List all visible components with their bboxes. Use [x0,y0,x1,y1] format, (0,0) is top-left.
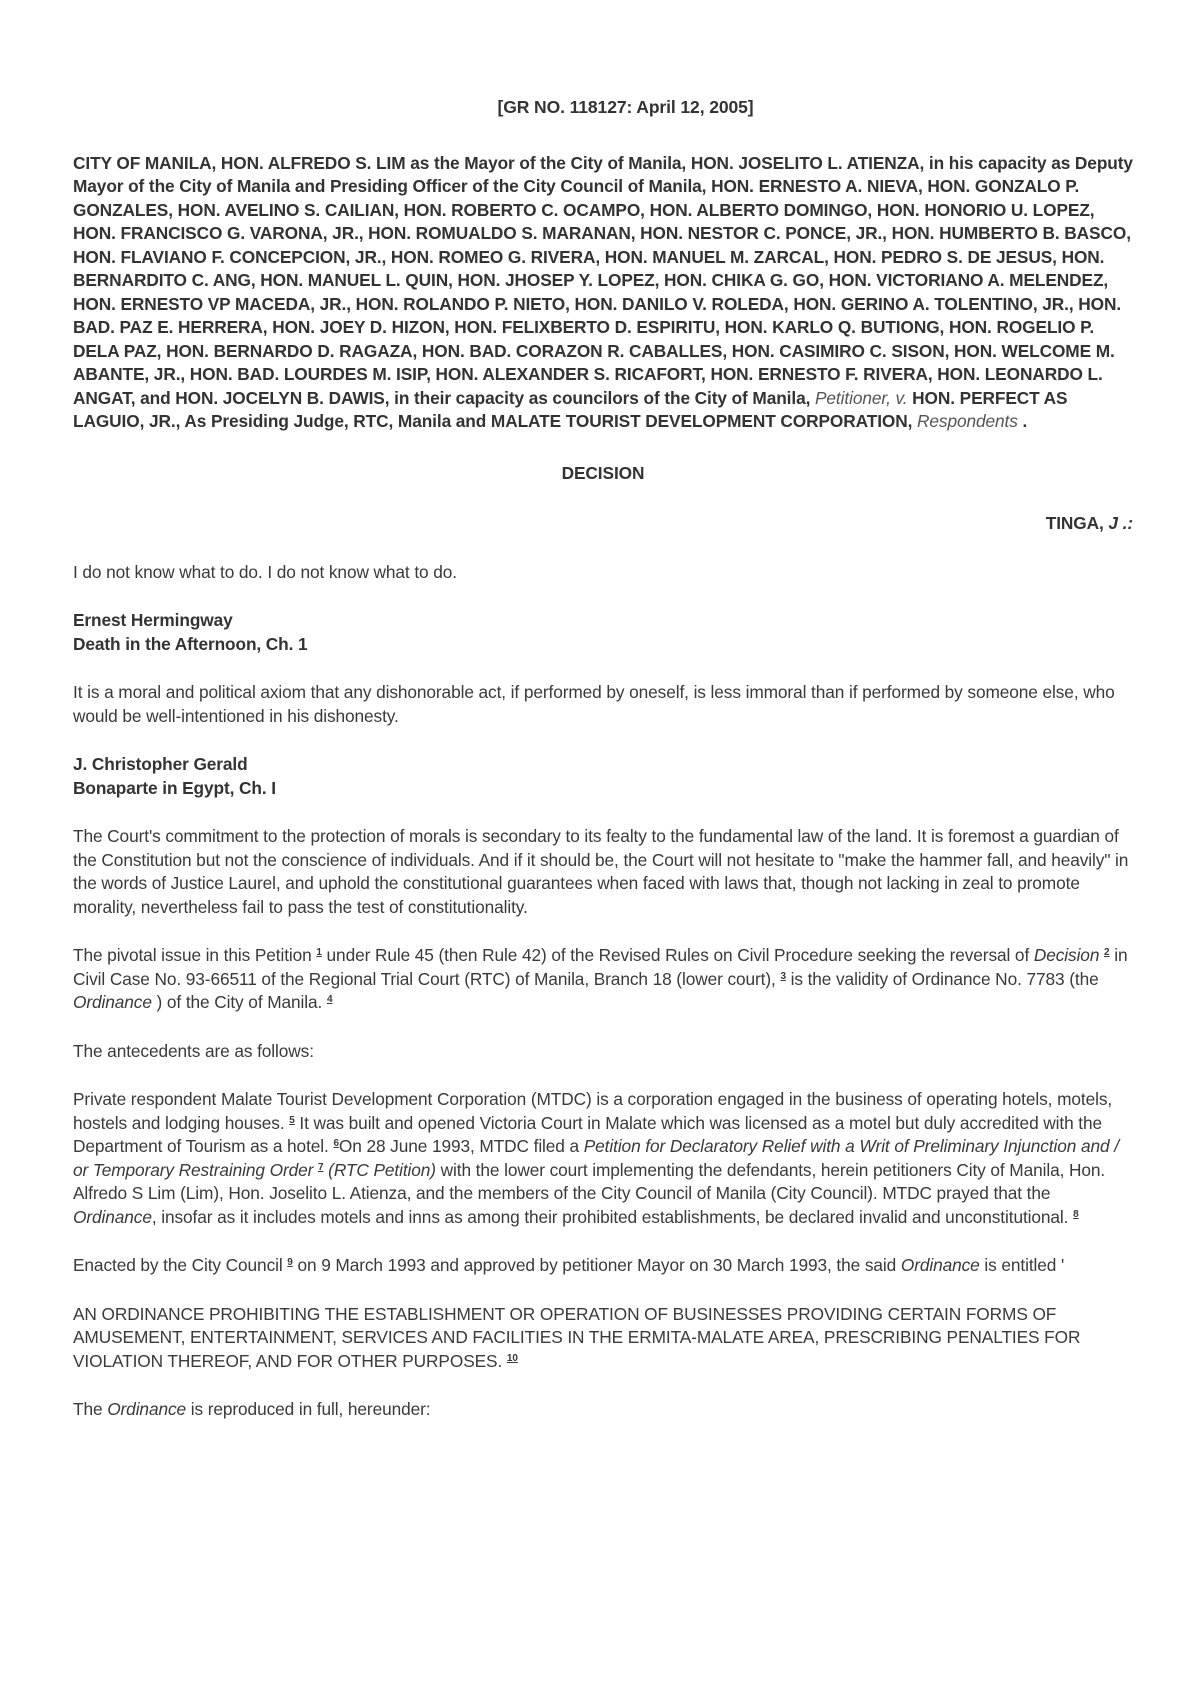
p5-text-c: is entitled ' [979,1255,1065,1275]
paragraph-7 [73,1398,1133,1422]
footnote-link-3[interactable]: 3 [780,970,786,982]
epigraph-2-source: Bonaparte in Egypt, Ch. I [73,777,276,798]
p4-rtc-petition-italic: (RTC Petition) [323,1159,436,1180]
footnote-link-2[interactable]: 2 [1104,947,1110,958]
p4-text-e: , insofar as it includes motels and inns as among their prohibited establishments, be declared invalid and unconstitutional. [151,1206,1074,1227]
p2-text-e: ) of the City of Manila. [151,992,327,1012]
decision-heading: DECISION [561,462,645,483]
p5-text-b: on 9 March 1993 and approved by petitioner Mayor on 30 March 1993, the said [292,1255,901,1275]
p4-text-d: with the lower court implementing the defendants, herein petitioners City of Manila, Hon. Alfredo S Lim (Lim), Hon. Joselito L. Atienza, and the members of the City Council of Manila (City Council). MTDC prayed that the [73,1159,1106,1203]
footnote-link-4[interactable]: 4 [326,994,333,1005]
respondents-label: Respondents [917,411,1018,431]
p4-text-c: On 28 June 1993, MTDC filed a [338,1136,584,1156]
epigraph-2-attribution [73,753,1133,800]
p2-ordinance-italic: Ordinance [73,992,152,1012]
ponente-name: TINGA, [1045,513,1109,533]
p4-text-b: It was built and opened Victoria Court in Malate which was licensed as a motel but duly accredited with the Department of Tourism as a hotel. [73,1112,1103,1156]
paragraph-5 [73,1254,1133,1278]
footnote-link-1[interactable]: 1 [316,947,322,958]
ponente-title: J .: [1108,513,1133,533]
paragraph-3: The antecedents are as follows: [73,1040,314,1061]
petitioner-label: Petitioner [815,387,887,408]
p2-text-b: under Rule 45 (then Rule 42) of the Revised Rules on Civil Procedure seeking the reversal of [321,945,1034,965]
case-number-title: [GR NO. 118127: April 12, 2005] [497,97,754,117]
p5-ordinance-italic: Ordinance [900,1255,980,1275]
document-page [73,96,1133,1422]
epigraph-1-author: Ernest Hermingway [73,610,233,630]
paragraph-2 [73,944,1133,1015]
p2-text-d: is the validity of Ordinance No. 7783 (the [785,968,1099,989]
footnote-link-7[interactable]: 7 [318,1161,324,1173]
p4-ordinance-italic: Ordinance [73,1206,152,1227]
p2-text-c: in Civil Case No. 93-66511 of the Regional Trial Court (RTC) of Manila, Branch 18 (lower court), [73,945,1128,989]
paragraph-6-ordinance-title [73,1303,1133,1374]
ponente [73,512,1133,536]
p7-text-a: The [73,1399,108,1419]
p4-petition-italic: Petition for Declaratory Relief with a Writ of Preliminary Injunction and / or Temporary Restraining Order [73,1136,1119,1180]
p6-text-a: AN ORDINANCE PROHIBITING THE ESTABLISHMENT OR OPERATION OF BUSINESSES PROVIDING CERTAIN FORMS OF AMUSEMENT, ENTERTAINMENT, SERVICES AND FACILITIES IN THE ERMITA-MALATE AREA, PRESCRIBING PENALTIES FOR VIOLATION THEREOF, AND FOR OTHER PURPOSES. [73,1303,1081,1371]
footnote-link-10[interactable]: 10 [506,1352,518,1364]
footnote-link-9[interactable]: 9 [287,1257,293,1268]
paragraph-4 [73,1088,1133,1229]
p7-text-b: is reproduced in full, hereunder: [186,1399,431,1419]
epigraph-2-author: J. Christopher Gerald [73,754,248,774]
petitioners-text: CITY OF MANILA, HON. ALFREDO S. LIM as the Mayor of the City of Manila, HON. JOSELITO L. ATIENZA, in his capacity as Deputy Mayor of the City of Manila and Presiding Officer of the City Council of Manila, HON. ERNESTO A. NIEVA, HON. GONZALO P. GONZALES, HON. AVELINO S. CAILIAN, HON. ROBERTO C. OCAMPO, HON. ALBERTO DOMINGO, HON. HONORIO U. LOPEZ, HON. FRANCISCO G. VARONA, JR., HON. ROMUALDO S. MARANAN, HON. NESTOR C. PONCE, JR., HON. HUMBERTO B. BASCO, HON. FLAVIANO F. CONCEPCION, JR., HON. ROMEO G. RIVERA, HON. MANUEL M. ZARCAL, HON. PEDRO S. DE JESUS, HON. BERNARDITO C. ANG, HON. MANUEL L. QUIN, HON. JHOSEP Y. LOPEZ, HON. CHIKA G. GO, HON. VICTORIANO A. MELENDEZ, HON. ERNESTO VP MACEDA, JR., HON. ROLANDO P. NIETO, HON. DANILO V. ROLEDA, HON. GERINO A. TOLENTINO, JR., HON. BAD. PAZ E. HERRERA, HON. JOEY D. HIZON, HON. FELIXBERTO D. ESPIRITU, HON. KARLO Q. BUTIONG, HON. ROGELIO P. DELA PAZ, HON. BERNARDO D. RAGAZA, HON. BAD. CORAZON R. CABALLES, HON. CASIMIRO C. SISON, HON. WELCOME M. ABANTE, JR., HON. BAD. LOURDES M. ISIP, HON. ALEXANDER S. RICAFORT, HON. ERNESTO F. RIVERA, HON. LEONARDO L. ANGAT, and HON. JOCELYN B. DAWIS, in their capacity as councilors of the City of Manila, [73,152,1133,408]
epigraph-1-quote: I do not know what to do. I do not know what to do. [73,561,457,582]
case-parties [73,152,1133,434]
epigraph-1-attribution [73,609,1133,656]
epigraph-1-source: Death in the Afternoon, Ch. 1 [73,633,308,654]
p7-ordinance-italic: Ordinance [107,1399,187,1419]
paragraph-1: The Court's commitment to the protection of morals is secondary to its fealty to the fundamental law of the land. It is foremost a guardian of the Constitution but not the conscience of individuals. And if it should be, the Court will not hesitate to "make the hammer fall, and heavily" in the words of Justice Laurel, and uphold the constitutional guarantees when faced with laws that, though not lacking in zeal to promote morality, nevertheless fail to pass the test of constitutionality. [73,826,1129,917]
p4-text-a: Private respondent Malate Tourist Development Corporation (MTDC) is a corporation engaged in the business of operating hotels, motels, hostels and lodging houses. [73,1089,1113,1133]
footnote-link-5[interactable]: 5 [289,1114,295,1126]
p2-text-a: The pivotal issue in this Petition [73,945,317,965]
parties-end: . [1017,411,1028,431]
footnote-link-8[interactable]: 8 [1073,1208,1079,1220]
p2-decision-italic: Decision [1033,945,1100,965]
epigraph-2-quote: It is a moral and political axiom that any dishonorable act, if performed by oneself, is less immoral than if performed by someone else, who would be well-intentioned in his dishonesty. [73,682,1115,726]
footnote-link-6[interactable]: 6 [333,1138,339,1149]
versus-text: , v. [886,387,908,408]
p5-text-a: Enacted by the City Council [73,1255,288,1275]
respondents-text: HON. PERFECT AS LAGUIO, JR., As Presiding Judge, RTC, Manila and MALATE TOURIST DEVELOPMENT CORPORATION, [73,387,1068,431]
